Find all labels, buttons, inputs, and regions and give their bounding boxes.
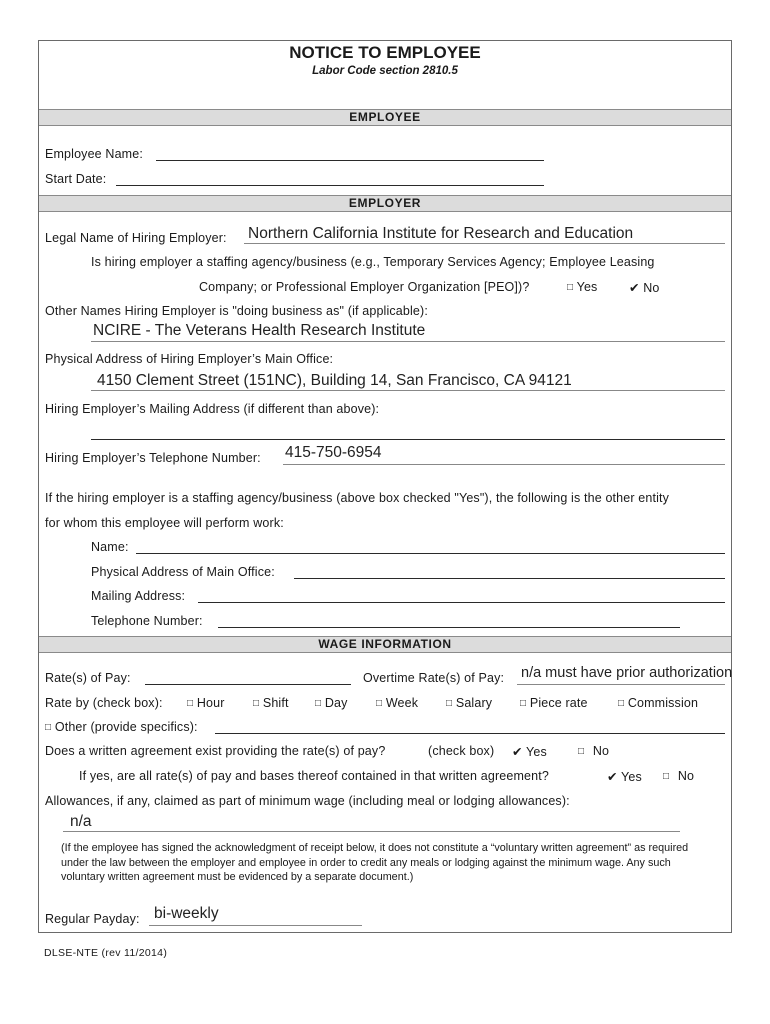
staffing-no-label: No [643, 281, 660, 295]
contained-no-option[interactable] [663, 769, 694, 783]
form-title: NOTICE TO EMPLOYEE [289, 43, 481, 62]
regular-payday-label: Regular Payday: [45, 912, 140, 926]
staffing-question-line1: Is hiring employer a staffing agency/business (e.g., Temporary Services Agency; Employee Leasing [91, 255, 655, 269]
agreement-yes-option[interactable] [512, 744, 547, 759]
phone-label: Hiring Employer’s Telephone Number: [45, 451, 261, 465]
allowances-value[interactable]: n/a [70, 813, 92, 830]
form-subtitle: Labor Code section 2810.5 [312, 65, 458, 77]
legal-name-line [244, 243, 725, 244]
rate-by-label: Rate by (check box): [45, 696, 163, 710]
dba-value[interactable]: NCIRE - The Veterans Health Research Institute [93, 322, 426, 339]
staffing-no-checkbox[interactable]: ✔ [629, 281, 640, 295]
rate-salary-option[interactable] [446, 696, 492, 710]
overtime-rate-label: Overtime Rate(s) of Pay: [363, 671, 505, 685]
staffing-yes-label: Yes [576, 280, 598, 294]
rate-commission-checkbox[interactable]: □ [618, 698, 625, 709]
overtime-rate-line [517, 684, 725, 685]
staffing-question-line2: Company; or Professional Employer Organization [PEO])? [199, 280, 530, 294]
address-value[interactable]: 4150 Clement Street (151NC), Building 14, San Francisco, CA 94121 [97, 372, 572, 389]
rate-commission-label: Commission [627, 696, 699, 710]
dba-line [91, 341, 725, 342]
section-wage-information: WAGE INFORMATION [39, 636, 731, 653]
rate-hour-label: Hour [196, 696, 225, 710]
start-date-field[interactable] [116, 185, 544, 186]
mailing-address-label: Hiring Employer’s Mailing Address (if different than above): [45, 402, 380, 416]
other-entity-phone-label: Telephone Number: [91, 614, 203, 628]
agreement-yes-checkbox[interactable]: ✔ [512, 745, 523, 759]
allowances-label: Allowances, if any, claimed as part of minimum wage (including meal or lodging allowances): [45, 794, 570, 808]
rate-other-checkbox[interactable]: □ [45, 722, 52, 733]
regular-payday-line [149, 925, 362, 926]
rate-week-label: Week [385, 696, 419, 710]
legal-name-value[interactable]: Northern California Institute for Research and Education [248, 225, 634, 242]
rate-week-option[interactable] [376, 696, 418, 710]
allowances-line [63, 831, 680, 832]
contained-yes-label: Yes [621, 770, 642, 784]
other-entity-phone-field[interactable] [218, 627, 680, 628]
start-date-label: Start Date: [45, 172, 107, 186]
rate-commission-option[interactable] [618, 696, 698, 710]
legal-name-label: Legal Name of Hiring Employer: [45, 231, 227, 245]
rate-day-checkbox[interactable]: □ [315, 698, 322, 709]
rate-week-checkbox[interactable]: □ [376, 698, 383, 709]
rate-other-option[interactable] [45, 720, 198, 734]
rate-of-pay-label: Rate(s) of Pay: [45, 671, 131, 685]
section-employee: EMPLOYEE [39, 109, 731, 126]
other-entity-mailing-field[interactable] [198, 602, 725, 603]
rate-day-label: Day [324, 696, 348, 710]
contained-no-checkbox[interactable]: □ [663, 771, 670, 782]
employee-name-label: Employee Name: [45, 147, 143, 161]
rate-piece-option[interactable] [520, 696, 588, 710]
rate-hour-checkbox[interactable]: □ [187, 698, 194, 709]
overtime-rate-value[interactable]: n/a must have prior authorization [521, 665, 733, 681]
mailing-address-field[interactable] [91, 439, 725, 440]
dba-label: Other Names Hiring Employer is "doing business as" (if applicable): [45, 304, 428, 318]
other-entity-mailing-label: Mailing Address: [91, 589, 186, 603]
address-line [91, 390, 725, 391]
staffing-yes-option[interactable] [567, 280, 597, 294]
agreement-no-option[interactable] [578, 744, 609, 758]
agreement-note: (If the employee has signed the acknowledgment of receipt below, it does not constitute a “voluntary written agreement” as required under the law between the employer and employee in order to credit any meals or lodging against the minimum wage. Any such voluntary written agreement must be evidenced by a separate document.) [61, 842, 689, 883]
notice-form [38, 40, 732, 933]
rate-shift-checkbox[interactable]: □ [253, 698, 260, 709]
rate-of-pay-field[interactable] [145, 684, 351, 685]
other-entity-text-line2: for whom this employee will perform work: [45, 516, 284, 530]
contained-yes-checkbox[interactable]: ✔ [607, 770, 618, 784]
rate-piece-label: Piece rate [529, 696, 588, 710]
rate-shift-label: Shift [262, 696, 289, 710]
written-agreement-question: Does a written agreement exist providing the rate(s) of pay? [45, 744, 386, 758]
phone-line [283, 464, 725, 465]
address-label: Physical Address of Hiring Employer’s Main Office: [45, 352, 334, 366]
rate-salary-checkbox[interactable]: □ [446, 698, 453, 709]
contained-no-label: No [677, 769, 695, 783]
other-entity-address-field[interactable] [294, 578, 725, 579]
section-employer: EMPLOYER [39, 195, 731, 212]
staffing-no-option[interactable] [629, 280, 660, 295]
agreement-yes-label: Yes [526, 745, 547, 759]
other-entity-text-line1: If the hiring employer is a staffing agency/business (above box checked "Yes"), the following is the other entity [45, 491, 670, 505]
staffing-yes-checkbox[interactable]: □ [567, 282, 574, 293]
other-entity-name-field[interactable] [136, 553, 725, 554]
check-box-hint: (check box) [428, 744, 495, 758]
other-entity-address-label: Physical Address of Main Office: [91, 565, 275, 579]
agreement-no-label: No [592, 744, 610, 758]
other-entity-name-label: Name: [91, 540, 129, 554]
phone-value[interactable]: 415-750-6954 [285, 444, 382, 461]
regular-payday-value[interactable]: bi-weekly [154, 905, 219, 922]
rate-salary-label: Salary [455, 696, 493, 710]
contained-yes-option[interactable] [607, 769, 642, 784]
rate-other-label: Other (provide specifics): [54, 720, 198, 734]
rate-shift-option[interactable] [253, 696, 289, 710]
rate-piece-checkbox[interactable]: □ [520, 698, 527, 709]
rate-hour-option[interactable] [187, 696, 225, 710]
rates-contained-question: If yes, are all rate(s) of pay and bases thereof contained in that written agreement? [79, 769, 549, 783]
form-revision-code: DLSE-NTE (rev 11/2014) [44, 947, 168, 959]
agreement-no-checkbox[interactable]: □ [578, 746, 585, 757]
rate-other-field[interactable] [215, 733, 725, 734]
rate-day-option[interactable] [315, 696, 348, 710]
employee-name-field[interactable] [156, 160, 544, 161]
